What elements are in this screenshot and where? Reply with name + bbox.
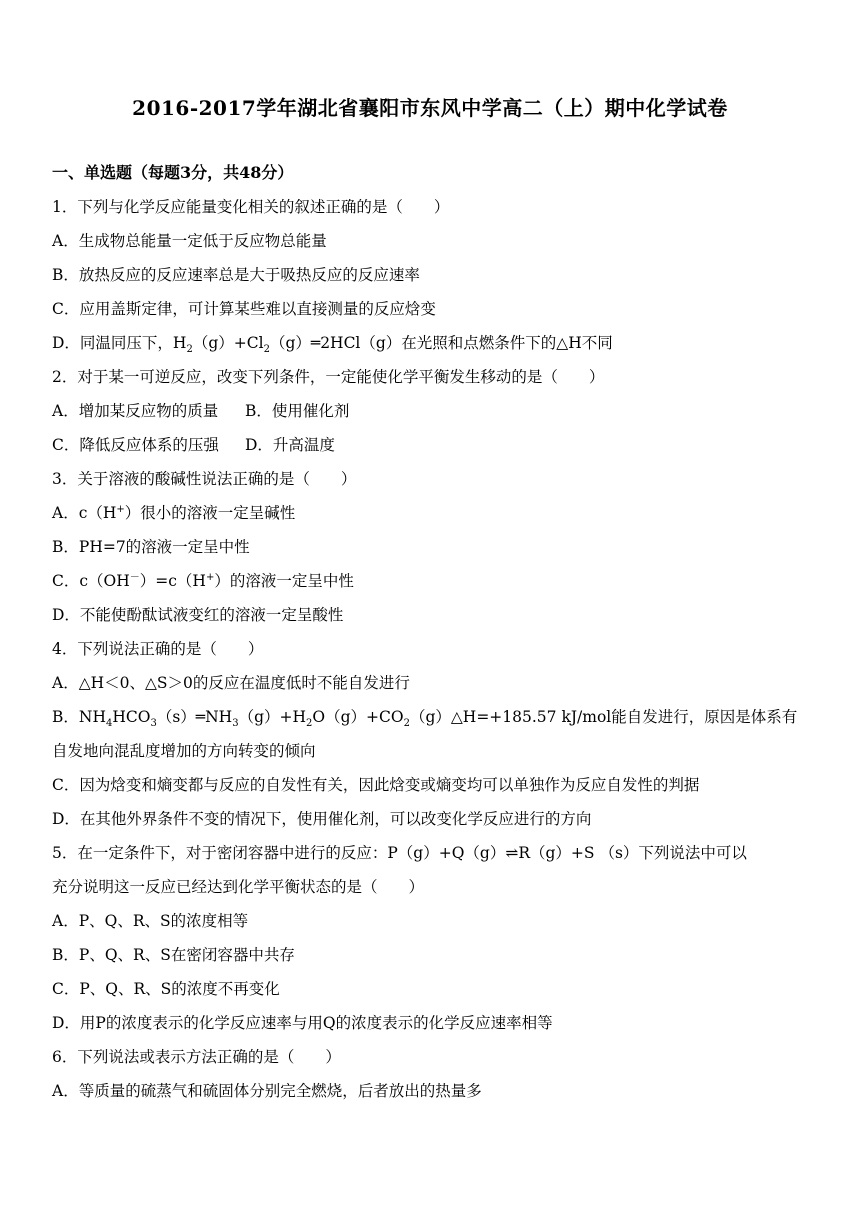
question-2-option-b: B．使用催化剂	[245, 402, 350, 420]
q3c-sup-1: －	[129, 571, 140, 583]
q3c-text-3: ）的溶液一定呈中性	[214, 572, 354, 590]
q1d-text-3: （g）═2HCl（g）在光照和点燃条件下的△H不同	[269, 334, 613, 352]
question-4-option-b-continued: 自发地向混乱度增加的方向转变的倾向	[52, 742, 316, 760]
question-2-stem: 2．对于某一可逆反应，改变下列条件，一定能使化学平衡发生移动的是（ ）	[52, 368, 605, 386]
question-5-option-d: D．用P的浓度表示的化学反应速率与用Q的浓度表示的化学反应速率相等	[52, 1014, 553, 1032]
question-5-stem-line-1: 5．在一定条件下，对于密闭容器中进行的反应：P（g）+Q（g）⇌R（g）+S （s）下列说法中可以	[52, 844, 747, 862]
q3a-text-1: A．c（H	[52, 504, 117, 522]
question-3-option-a	[52, 496, 808, 530]
question-6-option-a: A．等质量的硫蒸气和硫固体分别完全燃烧，后者放出的热量多	[52, 1082, 482, 1100]
q3a-sup: +	[116, 503, 125, 515]
question-4-option-c: C．因为焓变和熵变都与反应的自发性有关，因此焓变或熵变均可以单独作为反应自发性的判据	[52, 776, 700, 794]
question-1-stem: 1．下列与化学反应能量变化相关的叙述正确的是（ ）	[52, 198, 450, 216]
question-4-stem: 4．下列说法正确的是（ ）	[52, 640, 264, 658]
q3a-text-2: ）很小的溶液一定呈碱性	[124, 504, 296, 522]
question-1-option-c: C．应用盖斯定律，可计算某些难以直接测量的反应焓变	[52, 300, 436, 318]
question-2-option-a: A．增加某反应物的质量	[52, 402, 219, 420]
question-2-options-cd	[52, 428, 808, 462]
q4b-text-2: HCO	[112, 708, 151, 726]
q4b-sub-4: 2	[306, 718, 313, 730]
question-2-options-ab	[52, 394, 808, 428]
section-heading: 一、单选题（每题3分，共48分）	[52, 163, 294, 182]
q3c-text-2: ）=c（H	[139, 572, 206, 590]
exam-title: 2016-2017学年湖北省襄阳市东风中学高二（上）期中化学试卷	[132, 96, 728, 120]
q4b-sub-5: 2	[403, 718, 410, 730]
q4b-sub-2: 3	[150, 718, 157, 730]
q4b-text-3: （s）═NH	[156, 708, 233, 726]
question-5-option-c: C．P、Q、R、S的浓度不再变化	[52, 980, 280, 998]
question-5-option-a: A．P、Q、R、S的浓度相等	[52, 912, 249, 930]
question-5-option-b: B．P、Q、R、S在密闭容器中共存	[52, 946, 295, 964]
q4b-sub-3: 3	[232, 718, 239, 730]
question-4-option-d: D．在其他外界条件不变的情况下，使用催化剂，可以改变化学反应进行的方向	[52, 810, 592, 828]
question-5-stem-line-2: 充分说明这一反应已经达到化学平衡状态的是（ ）	[52, 878, 425, 896]
q4b-text-6: （g）△H=+185.57 kJ/mol能自发进行，原因是体系有	[409, 708, 798, 726]
question-3-option-c	[52, 564, 808, 598]
q3c-text-1: C．c（OH	[52, 572, 130, 590]
question-2-option-c: C．降低反应体系的压强	[52, 436, 219, 454]
q4b-text-4: （g）+H	[238, 708, 307, 726]
q4b-sub-1: 4	[105, 718, 113, 730]
q3c-sup-2: +	[205, 571, 215, 583]
question-4-option-b	[52, 700, 808, 734]
q1d-text-1: D．同温同压下，H	[52, 334, 187, 352]
question-1-option-a: A．生成物总能量一定低于反应物总能量	[52, 232, 327, 250]
q1d-text-2: （g）+Cl	[192, 334, 264, 352]
question-4-option-a: A．△H＜0、△S＞0的反应在温度低时不能自发进行	[52, 674, 410, 692]
question-3-stem: 3．关于溶液的酸碱性说法正确的是（ ）	[52, 470, 357, 488]
question-2-option-d: D．升高温度	[245, 436, 335, 454]
q1d-sub-1: 2	[186, 344, 193, 356]
question-6-stem: 6．下列说法或表示方法正确的是（ ）	[52, 1048, 341, 1066]
q4b-text-5: O（g）+CO	[312, 708, 404, 726]
question-1-option-b: B．放热反应的反应速率总是大于吸热反应的反应速率	[52, 266, 420, 284]
q4b-text-1: B．NH	[52, 708, 106, 726]
q1d-sub-2: 2	[263, 344, 270, 356]
question-1-option-d	[52, 326, 808, 360]
question-3-option-d: D．不能使酚酞试液变红的溶液一定呈酸性	[52, 606, 344, 624]
question-3-option-b: B．PH=7的溶液一定呈中性	[52, 538, 250, 556]
